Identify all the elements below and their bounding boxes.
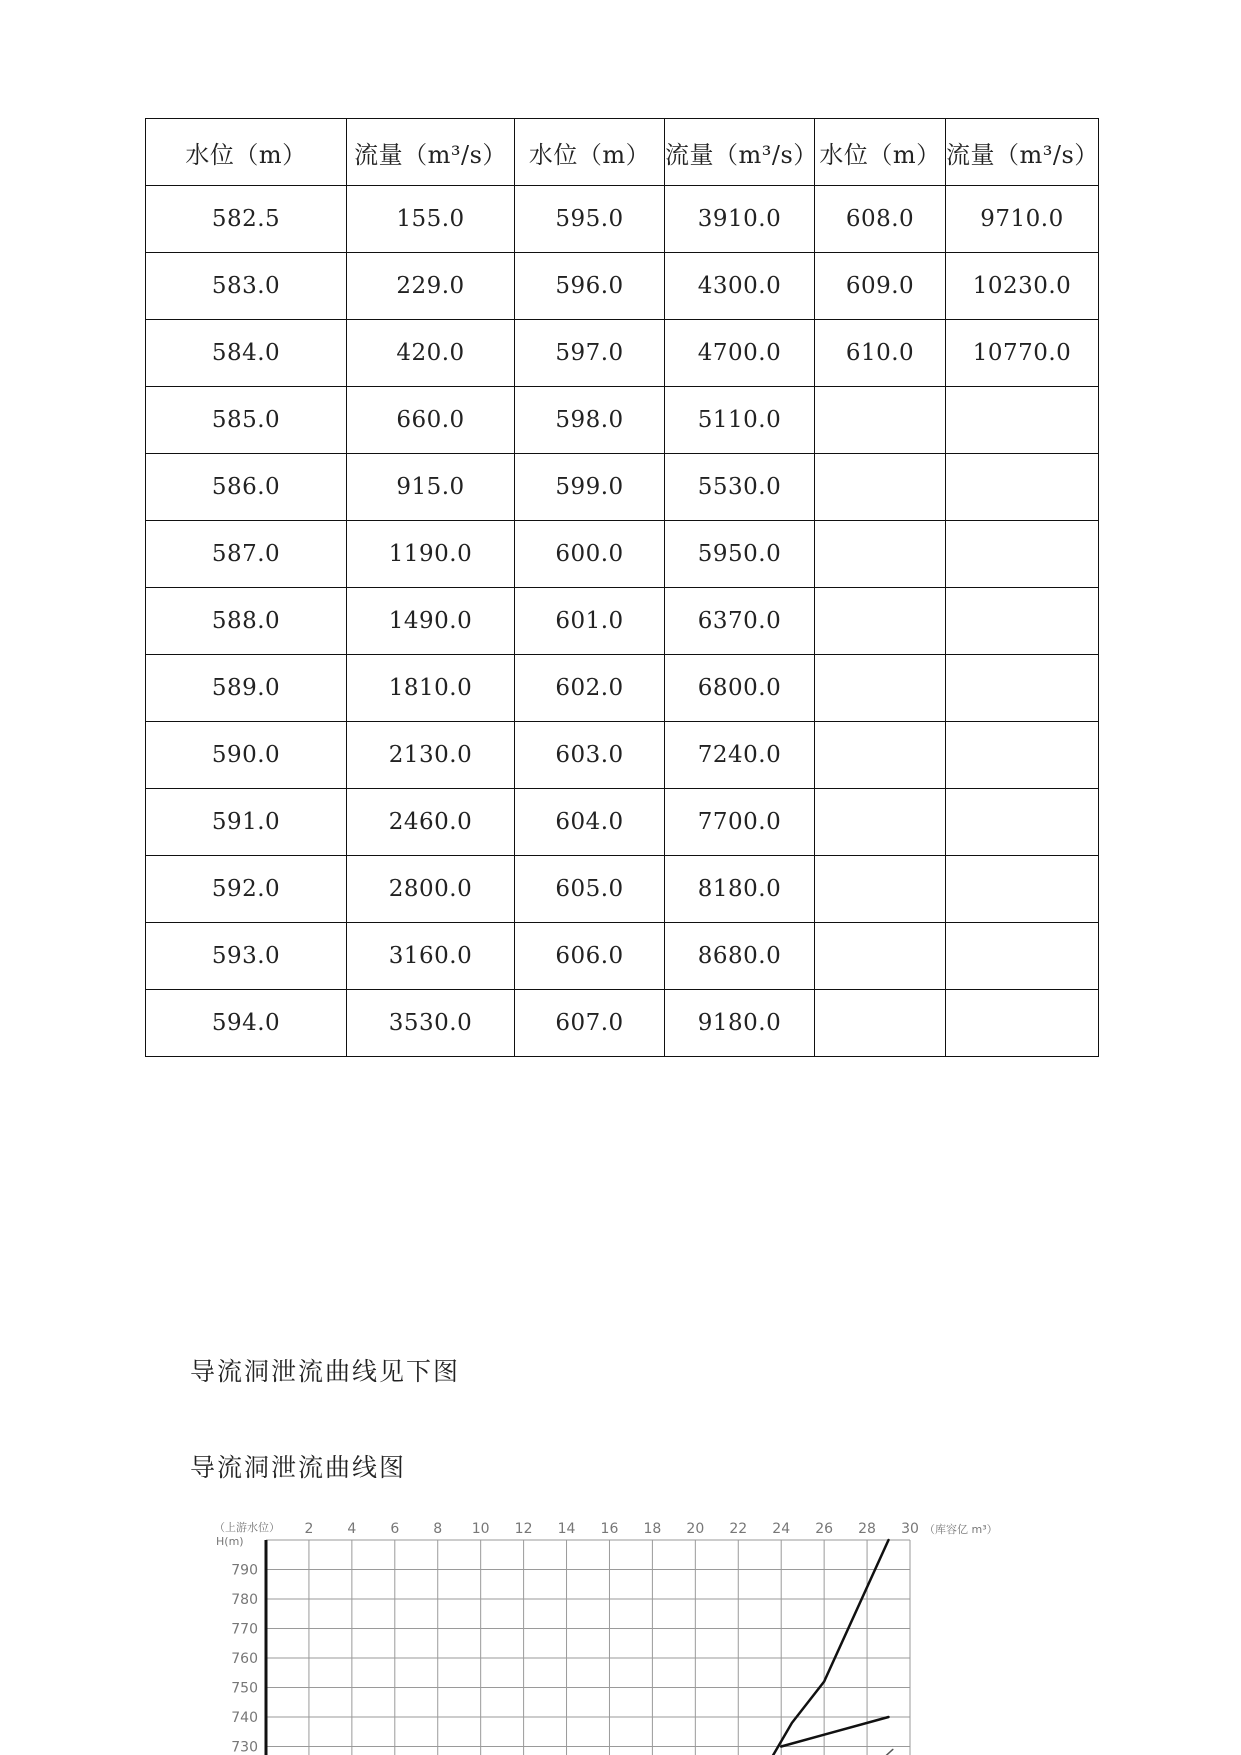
- table-cell: 2800.0: [347, 856, 515, 923]
- x-tick-label: 6: [390, 1521, 400, 1537]
- x-tick-label: 12: [514, 1521, 533, 1537]
- table-cell: 588.0: [146, 588, 347, 655]
- table-cell: 8180.0: [665, 856, 815, 923]
- table-row: [146, 856, 1099, 923]
- table-cell: [946, 588, 1099, 655]
- header-level-2: 水位（m）: [515, 119, 665, 186]
- table-cell: 597.0: [515, 320, 665, 387]
- table-cell: 3530.0: [347, 990, 515, 1057]
- table-row: [146, 789, 1099, 856]
- x-tick-label: 22: [729, 1521, 748, 1537]
- table-cell: [815, 923, 946, 990]
- table-row: [146, 454, 1099, 521]
- table-cell: [815, 856, 946, 923]
- table-cell: [946, 856, 1099, 923]
- x-tick-label: 28: [858, 1521, 876, 1537]
- table-cell: 7700.0: [665, 789, 815, 856]
- chart-svg: [200, 1510, 1020, 1755]
- table-cell: 8680.0: [665, 923, 815, 990]
- table-cell: 606.0: [515, 923, 665, 990]
- table-cell: [815, 722, 946, 789]
- table-cell: [946, 454, 1099, 521]
- table-cell: 604.0: [515, 789, 665, 856]
- table-row: [146, 186, 1099, 253]
- table-row: [146, 387, 1099, 454]
- chart-intro-text: 导流洞泄流曲线见下图: [190, 1357, 461, 1386]
- table-cell: 7240.0: [665, 722, 815, 789]
- header-flow-2: 流量（m³/s）: [665, 119, 815, 186]
- table-cell: 600.0: [515, 521, 665, 588]
- table-cell: 3910.0: [665, 186, 815, 253]
- x-tick-label: 16: [600, 1521, 619, 1537]
- header-flow-3: 流量（m³/s）: [946, 119, 1099, 186]
- table-cell: 589.0: [146, 655, 347, 722]
- table-cell: [946, 722, 1099, 789]
- table-cell: 599.0: [515, 454, 665, 521]
- table-cell: 420.0: [347, 320, 515, 387]
- table-cell: 1190.0: [347, 521, 515, 588]
- header-level-3: 水位（m）: [815, 119, 946, 186]
- table-cell: 1490.0: [347, 588, 515, 655]
- table-cell: 591.0: [146, 789, 347, 856]
- table-cell: 610.0: [815, 320, 946, 387]
- table-cell: [815, 789, 946, 856]
- table-cell: 10230.0: [946, 253, 1099, 320]
- discharge-chart: [200, 1510, 1020, 1755]
- table-cell: 155.0: [347, 186, 515, 253]
- table-cell: 6800.0: [665, 655, 815, 722]
- table-cell: [815, 655, 946, 722]
- table-cell: 593.0: [146, 923, 347, 990]
- table-cell: 598.0: [515, 387, 665, 454]
- table-cell: 601.0: [515, 588, 665, 655]
- table-cell: 590.0: [146, 722, 347, 789]
- table-cell: 5530.0: [665, 454, 815, 521]
- x-tick-label: 30: [901, 1521, 919, 1537]
- y-tick-label: 740: [231, 1710, 258, 1726]
- table-cell: [815, 454, 946, 521]
- table-cell: 592.0: [146, 856, 347, 923]
- rating-table: [145, 118, 1099, 1057]
- chart-series: [766, 1540, 893, 1755]
- table-header-row: [146, 119, 1099, 186]
- figure-title: 导流洞泄流曲线图: [190, 1453, 407, 1482]
- table-row: [146, 722, 1099, 789]
- table-cell: 5950.0: [665, 521, 815, 588]
- header-level-1: 水位（m）: [146, 119, 347, 186]
- table-cell: 603.0: [515, 722, 665, 789]
- table-cell: 4700.0: [665, 320, 815, 387]
- y-axis-note: （上游水位）: [214, 1521, 280, 1534]
- table-cell: 1810.0: [347, 655, 515, 722]
- table-cell: [946, 655, 1099, 722]
- y-tick-label: 780: [231, 1592, 258, 1608]
- table-body: [146, 186, 1099, 1057]
- table-cell: [815, 387, 946, 454]
- table-cell: [946, 521, 1099, 588]
- table-cell: 605.0: [515, 856, 665, 923]
- table-cell: 586.0: [146, 454, 347, 521]
- x-tick-label: 14: [557, 1521, 576, 1537]
- table-cell: [946, 923, 1099, 990]
- table-cell: 608.0: [815, 186, 946, 253]
- y-axis-label: H(m): [216, 1535, 244, 1548]
- y-tick-label: 770: [231, 1621, 258, 1638]
- table-cell: 609.0: [815, 253, 946, 320]
- table-row: [146, 923, 1099, 990]
- table-cell: 3160.0: [347, 923, 515, 990]
- x-tick-label: 8: [433, 1521, 443, 1537]
- series-line-3: [880, 1749, 893, 1755]
- table-cell: 10770.0: [946, 320, 1099, 387]
- table-cell: 607.0: [515, 990, 665, 1057]
- table-cell: 2460.0: [347, 789, 515, 856]
- x-tick-label: 10: [471, 1521, 490, 1537]
- header-flow-1: 流量（m³/s）: [347, 119, 515, 186]
- table-cell: 583.0: [146, 253, 347, 320]
- table-cell: 595.0: [515, 186, 665, 253]
- table-cell: 582.5: [146, 186, 347, 253]
- table-cell: [946, 387, 1099, 454]
- y-tick-label: 790: [231, 1562, 258, 1579]
- x-tick-label: 20: [686, 1521, 705, 1537]
- table-cell: [946, 990, 1099, 1057]
- table-cell: 6370.0: [665, 588, 815, 655]
- table-row: [146, 253, 1099, 320]
- table-cell: 4300.0: [665, 253, 815, 320]
- x-tick-label: 18: [643, 1521, 662, 1537]
- table-cell: 915.0: [347, 454, 515, 521]
- table-cell: 660.0: [347, 387, 515, 454]
- table-row: [146, 655, 1099, 722]
- x-tick-label: 2: [304, 1521, 314, 1537]
- table-cell: 5110.0: [665, 387, 815, 454]
- table-cell: 9180.0: [665, 990, 815, 1057]
- x-axis-note: （库容亿 m³）: [924, 1523, 998, 1536]
- x-tick-label: 26: [815, 1521, 834, 1537]
- x-tick-label: 24: [772, 1521, 791, 1537]
- table-cell: [815, 521, 946, 588]
- table-cell: 584.0: [146, 320, 347, 387]
- table-row: [146, 990, 1099, 1057]
- series-line-2: [781, 1717, 888, 1747]
- table-cell: 229.0: [347, 253, 515, 320]
- table-cell: 602.0: [515, 655, 665, 722]
- y-tick-label: 750: [231, 1680, 258, 1697]
- table-cell: [946, 789, 1099, 856]
- x-tick-label: 4: [347, 1521, 357, 1537]
- table-row: [146, 320, 1099, 387]
- chart-grid: [266, 1540, 910, 1755]
- y-tick-label: 730: [231, 1739, 258, 1755]
- table-cell: 594.0: [146, 990, 347, 1057]
- table-cell: [815, 588, 946, 655]
- table-row: [146, 521, 1099, 588]
- table-cell: [815, 990, 946, 1057]
- table-cell: 596.0: [515, 253, 665, 320]
- table-row: [146, 588, 1099, 655]
- table-cell: 9710.0: [946, 186, 1099, 253]
- table-cell: 587.0: [146, 521, 347, 588]
- table-cell: 2130.0: [347, 722, 515, 789]
- table-cell: 585.0: [146, 387, 347, 454]
- y-tick-label: 760: [231, 1651, 258, 1667]
